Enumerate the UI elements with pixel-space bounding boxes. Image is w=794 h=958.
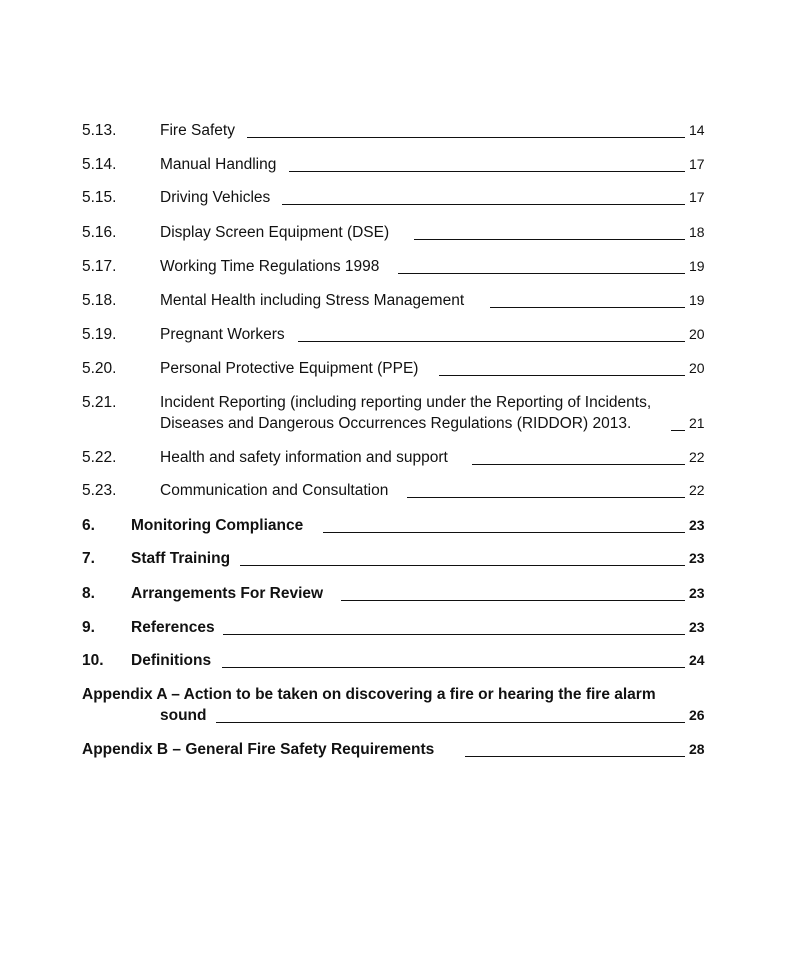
toc-entry-number: 7. bbox=[82, 550, 95, 567]
toc-entry-page: 23 bbox=[689, 585, 705, 601]
toc-entry-title: Manual Handling bbox=[160, 156, 277, 173]
dot-leader bbox=[472, 464, 685, 465]
toc-entry-number: 5.20. bbox=[82, 360, 117, 377]
toc-entry-page: 21 bbox=[689, 415, 705, 431]
toc-entry-page: 14 bbox=[689, 122, 705, 138]
toc-entry-title: Staff Training bbox=[131, 550, 231, 567]
toc-entry-title: Definitions bbox=[131, 652, 212, 669]
toc-entry-title: Monitoring Compliance bbox=[131, 517, 304, 534]
toc-entry-page: 22 bbox=[689, 482, 705, 498]
dot-leader bbox=[223, 634, 685, 635]
toc-entry-title: Display Screen Equipment (DSE) bbox=[160, 224, 390, 241]
toc-entry-title: Pregnant Workers bbox=[160, 326, 285, 343]
dot-leader bbox=[222, 667, 685, 668]
toc-entry-number: 5.15. bbox=[82, 189, 117, 206]
toc-entry-title: Working Time Regulations 1998 bbox=[160, 258, 380, 275]
toc-entry-page: 28 bbox=[689, 741, 705, 757]
toc-entry-page: 17 bbox=[689, 189, 705, 205]
toc-entry-page: 20 bbox=[689, 326, 705, 342]
dot-leader bbox=[490, 307, 685, 308]
toc-entry-number: 5.22. bbox=[82, 449, 117, 466]
toc-entry-number: 5.23. bbox=[82, 482, 117, 499]
toc-entry-title: Health and safety information and support bbox=[160, 449, 448, 466]
dot-leader bbox=[247, 137, 685, 138]
toc-entry-title: Incident Reporting (including reporting under the Reporting of Incidents, bbox=[160, 394, 652, 411]
toc-entry-title-continued: sound bbox=[160, 707, 207, 724]
toc-entry-page: 23 bbox=[689, 550, 705, 566]
toc-entry-title: Driving Vehicles bbox=[160, 189, 271, 206]
toc-entry-title: Arrangements For Review bbox=[131, 585, 324, 602]
toc-entry-page: 23 bbox=[689, 619, 705, 635]
dot-leader bbox=[465, 756, 685, 757]
toc-entry-title: Fire Safety bbox=[160, 122, 235, 139]
toc-entry-number: 6. bbox=[82, 517, 95, 534]
toc-entry-page: 19 bbox=[689, 292, 705, 308]
dot-leader bbox=[407, 497, 685, 498]
toc-entry-number: 5.16. bbox=[82, 224, 117, 241]
toc-entry-page: 18 bbox=[689, 224, 705, 240]
dot-leader bbox=[439, 375, 685, 376]
toc-entry-number: 5.21. bbox=[82, 394, 117, 411]
dot-leader bbox=[323, 532, 685, 533]
dot-leader bbox=[298, 341, 685, 342]
dot-leader bbox=[240, 565, 685, 566]
toc-entry-page: 19 bbox=[689, 258, 705, 274]
toc-entry-page: 20 bbox=[689, 360, 705, 376]
dot-leader bbox=[282, 204, 685, 205]
dot-leader bbox=[289, 171, 685, 172]
toc-entry-number: 5.14. bbox=[82, 156, 117, 173]
toc-entry-number: 8. bbox=[82, 585, 95, 602]
toc-entry-title: Communication and Consultation bbox=[160, 482, 389, 499]
toc-entry-title: Appendix A – Action to be taken on discovering a fire or hearing the fire alarm bbox=[82, 686, 656, 703]
toc-entry-number: 5.18. bbox=[82, 292, 117, 309]
toc-entry-page: 26 bbox=[689, 707, 705, 723]
toc-entry-title: Mental Health including Stress Management bbox=[160, 292, 465, 309]
dot-leader bbox=[671, 430, 685, 431]
toc-entry-title: References bbox=[131, 619, 215, 636]
toc-entry-number: 10. bbox=[82, 652, 104, 669]
toc-entry-page: 24 bbox=[689, 652, 705, 668]
toc-entry-page: 17 bbox=[689, 156, 705, 172]
toc-entry-number: 9. bbox=[82, 619, 95, 636]
toc-entry-number: 5.13. bbox=[82, 122, 117, 139]
dot-leader bbox=[341, 600, 685, 601]
dot-leader bbox=[398, 273, 685, 274]
toc-entry-page: 22 bbox=[689, 449, 705, 465]
toc-entry-number: 5.17. bbox=[82, 258, 117, 275]
toc-entry-title: Personal Protective Equipment (PPE) bbox=[160, 360, 419, 377]
toc-entry-page: 23 bbox=[689, 517, 705, 533]
dot-leader bbox=[216, 722, 685, 723]
toc-entry-title: Appendix B – General Fire Safety Requirements bbox=[82, 741, 435, 758]
toc-entry-title-continued: Diseases and Dangerous Occurrences Regulations (RIDDOR) 2013. bbox=[160, 415, 632, 432]
dot-leader bbox=[414, 239, 685, 240]
toc-entry-number: 5.19. bbox=[82, 326, 117, 343]
